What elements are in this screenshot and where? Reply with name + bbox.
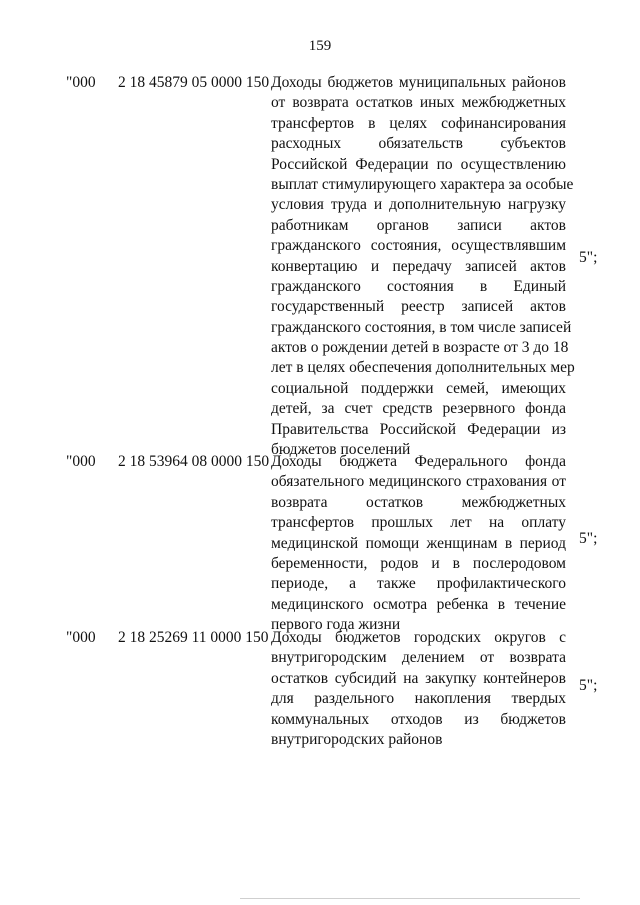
description-line: медицинской помощи женщинам в период [271, 534, 566, 552]
description-line: Доходы бюджета Федерального фонда [271, 453, 566, 470]
description-line: возврата остатков межбюджетных [271, 493, 566, 511]
description-line: внутригородских районов [271, 730, 443, 748]
kbk-code: 2 18 25269 11 0000 150 [118, 629, 269, 646]
description-line: работникам органов записи актов [271, 216, 566, 234]
scan-edge-line [240, 898, 580, 899]
description-line: гражданского состояния, в том числе записей [271, 318, 572, 336]
description-line: обязательного медицинского страхования от [271, 473, 566, 491]
description-line: внутригородским делением от возврата [271, 649, 566, 667]
norm-value: 5"; [579, 677, 598, 694]
entry-description [271, 452, 566, 636]
description-line: гражданского состояния в Единый [271, 277, 566, 295]
description-line: расходных обязательств субъектов [271, 135, 566, 153]
admin-code: "000 [66, 74, 96, 91]
description-line: трансфертов в целях софинансирования [271, 114, 566, 132]
description-line: бюджетов поселений [271, 441, 411, 459]
description-line: лет в целях обеспечения дополнительных мер [271, 359, 575, 377]
description-line: медицинского осмотра ребенка в течение [271, 595, 566, 613]
admin-code: "000 [66, 453, 96, 470]
description-line: коммунальных отходов из бюджетов [271, 710, 566, 728]
description-line: беременности, родов и в послеродовом [271, 554, 566, 572]
description-line: конвертацию и передачу записей актов [271, 257, 566, 275]
description-line: выплат стимулирующего характера за особые [271, 175, 574, 193]
description-line: детей, за счет средств резервного фонда [271, 400, 566, 418]
kbk-code: 2 18 53964 08 0000 150 [118, 453, 270, 470]
description-line: актов о рождении детей в возрасте от 3 до 18 [271, 339, 569, 357]
admin-code: "000 [66, 629, 96, 646]
description-line: социальной поддержки семей, имеющих [271, 379, 566, 397]
description-line: остатков субсидий на закупку контейнеров [271, 669, 566, 687]
norm-value: 5"; [579, 249, 598, 266]
description-line: Правительства Российской Федерации из [271, 420, 566, 438]
norm-value: 5"; [579, 530, 598, 547]
description-line: гражданского состояния, осуществлявшим [271, 237, 566, 255]
description-line: для раздельного накопления твердых [271, 690, 566, 708]
kbk-code: 2 18 45879 05 0000 150 [118, 74, 270, 91]
description-line: условия труда и дополнительную нагрузку [271, 196, 566, 214]
description-line: Российской Федерации по осуществлению [271, 155, 566, 173]
page-number: 159 [308, 38, 332, 54]
description-line: от возврата остатков иных межбюджетных [271, 94, 566, 112]
description-line: государственный реестр записей актов [271, 298, 566, 316]
description-line: первого года жизни [271, 616, 401, 634]
description-line: трансфертов прошлых лет на оплату [271, 514, 566, 532]
description-line: периоде, а также профилактического [271, 575, 566, 593]
entry-description [271, 73, 575, 460]
entry-description [271, 628, 566, 750]
description-line: Доходы бюджетов муниципальных районов [271, 74, 566, 91]
description-line: Доходы бюджетов городских округов с [271, 629, 566, 646]
